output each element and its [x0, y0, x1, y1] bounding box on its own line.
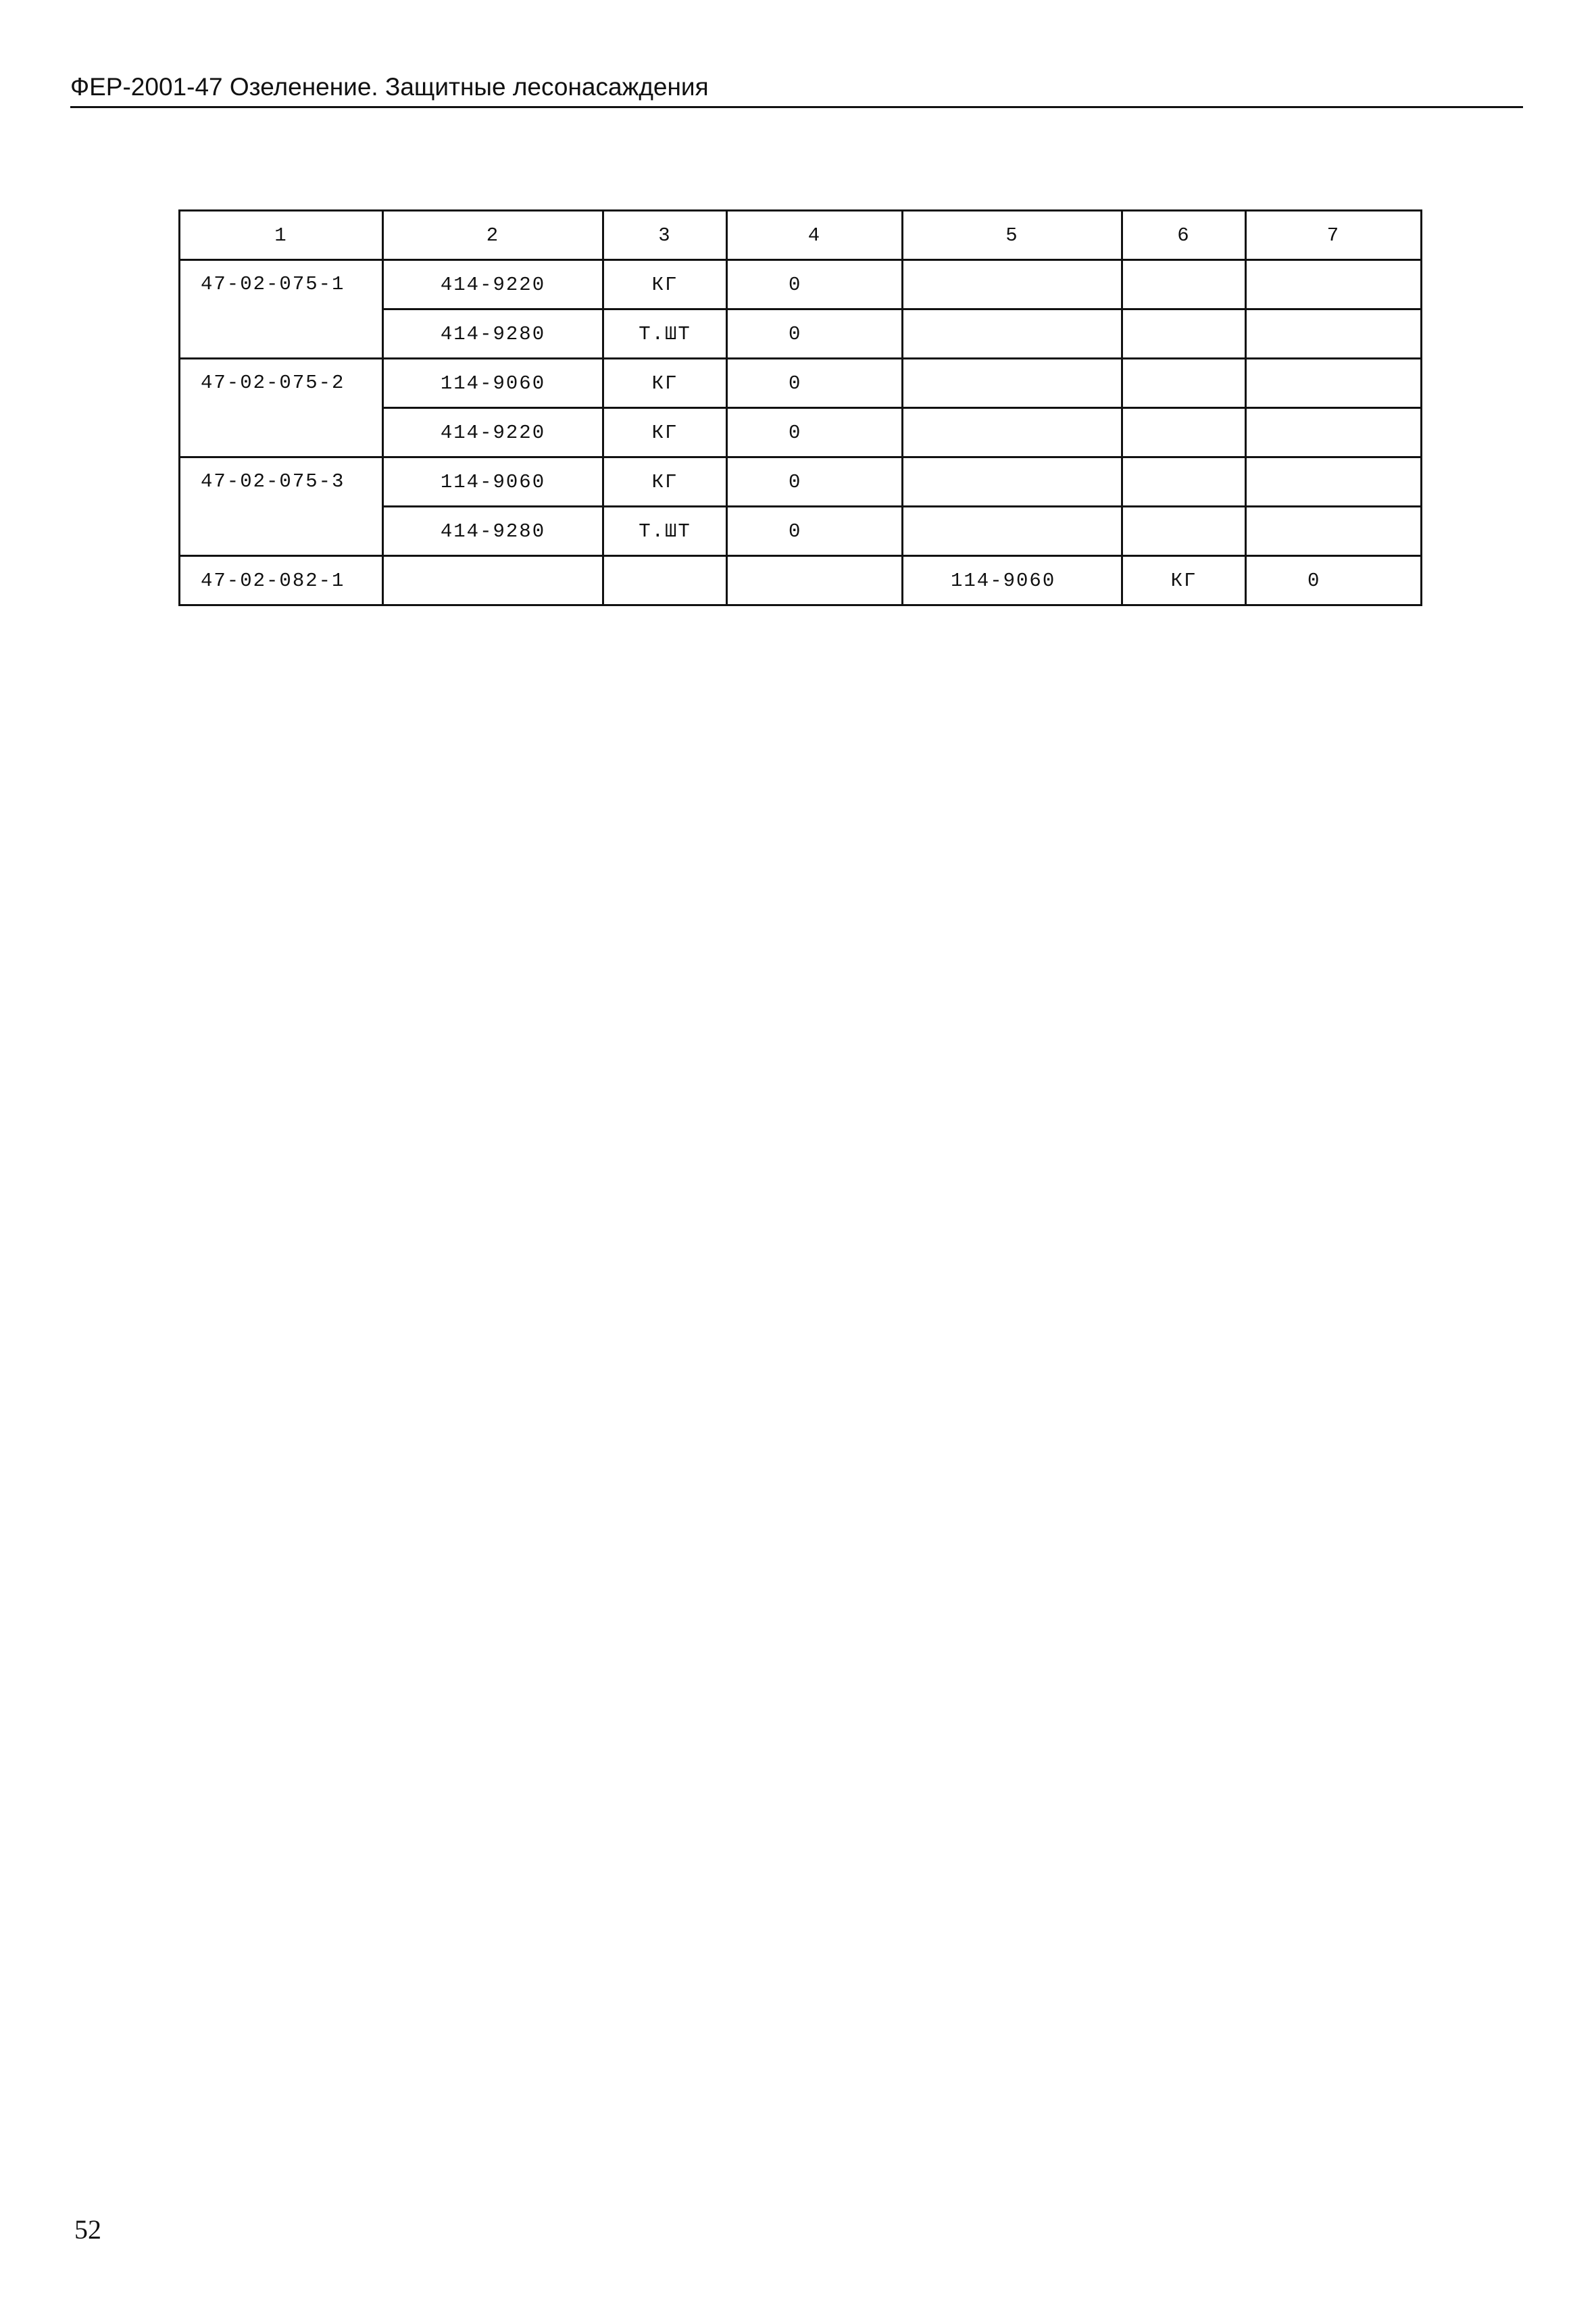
unit-cell-6: [1122, 507, 1246, 556]
value-cell-7: [1246, 408, 1422, 457]
value-cell: 0: [727, 408, 903, 457]
resource-code-cell-5: [903, 309, 1122, 359]
norms-table: [178, 209, 1420, 606]
value-cell-7: 0: [1246, 556, 1422, 605]
resource-code-cell-5: [903, 507, 1122, 556]
unit-cell-6: [1122, 359, 1246, 408]
code-cell: 47-02-075-1: [180, 260, 383, 359]
resource-code-cell: 114-9060: [383, 457, 603, 507]
resource-code-cell-5: 114-9060: [903, 556, 1122, 605]
resource-code-cell-5: [903, 408, 1122, 457]
code-cell: 47-02-075-3: [180, 457, 383, 556]
unit-cell: КГ: [603, 408, 727, 457]
column-header-4: 4: [727, 211, 903, 260]
unit-cell-6: [1122, 457, 1246, 507]
unit-cell-6: [1122, 408, 1246, 457]
unit-cell: КГ: [603, 457, 727, 507]
value-cell-7: [1246, 260, 1422, 309]
value-cell-7: [1246, 309, 1422, 359]
resource-code-cell: 414-9220: [383, 408, 603, 457]
table-row: [180, 556, 1422, 605]
document-title: ФЕР-2001-47 Озеленение. Защитные лесонасаждения: [70, 73, 709, 101]
resource-code-cell: [383, 556, 603, 605]
unit-cell: [603, 556, 727, 605]
table-row: [180, 457, 1422, 507]
resource-code-cell: 414-9220: [383, 260, 603, 309]
value-cell: 0: [727, 457, 903, 507]
unit-cell: КГ: [603, 359, 727, 408]
resource-table: [178, 209, 1422, 606]
page-header: [70, 70, 1523, 108]
resource-code-cell: 414-9280: [383, 507, 603, 556]
column-header-1: 1: [180, 211, 383, 260]
unit-cell-6: [1122, 309, 1246, 359]
column-header-2: 2: [383, 211, 603, 260]
unit-cell-6: КГ: [1122, 556, 1246, 605]
unit-cell: Т.ШТ: [603, 507, 727, 556]
code-cell: 47-02-082-1: [180, 556, 383, 605]
unit-cell: Т.ШТ: [603, 309, 727, 359]
resource-code-cell: 114-9060: [383, 359, 603, 408]
resource-code-cell-5: [903, 260, 1122, 309]
value-cell-7: [1246, 359, 1422, 408]
column-header-5: 5: [903, 211, 1122, 260]
unit-cell: КГ: [603, 260, 727, 309]
column-header-7: 7: [1246, 211, 1422, 260]
table-row: [180, 260, 1422, 309]
column-header-3: 3: [603, 211, 727, 260]
unit-cell-6: [1122, 260, 1246, 309]
resource-code-cell-5: [903, 457, 1122, 507]
value-cell: 0: [727, 359, 903, 408]
resource-code-cell: 414-9280: [383, 309, 603, 359]
page-number: 52: [74, 2214, 101, 2245]
value-cell: 0: [727, 507, 903, 556]
value-cell: 0: [727, 309, 903, 359]
column-header-6: 6: [1122, 211, 1246, 260]
table-header-row: [180, 211, 1422, 260]
value-cell-7: [1246, 507, 1422, 556]
value-cell-7: [1246, 457, 1422, 507]
value-cell: 0: [727, 260, 903, 309]
table-row: [180, 359, 1422, 408]
value-cell: [727, 556, 903, 605]
resource-code-cell-5: [903, 359, 1122, 408]
code-cell: 47-02-075-2: [180, 359, 383, 457]
